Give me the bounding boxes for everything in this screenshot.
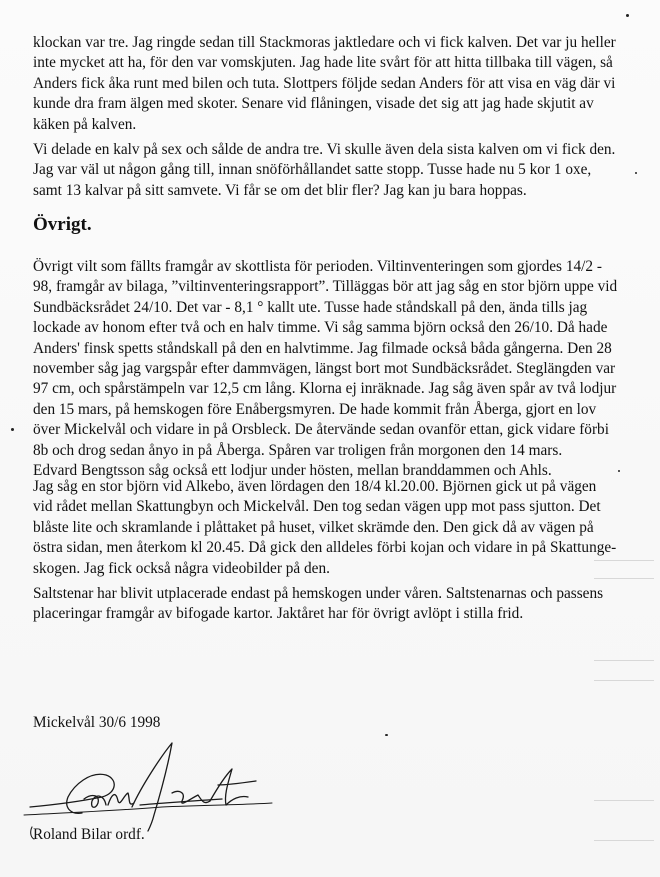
text-line: lockade av honom efter två och en halv timme. Vi såg samma björn också den 26/10. Då hade (33, 319, 608, 337)
text-line: Saltstenar har blivit utplacerade endast på hemskogen under våren. Saltstenarnas och passens (33, 585, 604, 602)
text-line: 8b och drog sedan ånyo in på Åberga. Spåren var troligen från morgonen den 14 mars. (33, 441, 563, 459)
section-heading: Övrigt. (33, 214, 92, 235)
scan-speck (626, 14, 629, 17)
text-line: Sundbäcksrådet 24/10. Det var - 8,1 ° kallt ute. Tusse hade ståndskall på den, ända tills jag (33, 298, 588, 316)
bleed-through-line (594, 840, 654, 841)
text-line: inte mycket att ha, för den var vomskjuten. Jag hade lite svårt för att hitta tillbaka till vägen, så (33, 54, 613, 72)
text-line: Anders fick åka runt med bilen och tuta. Slottpers följde sedan Anders för att visa en väg där vi (33, 74, 616, 92)
bleed-through-line (594, 800, 654, 801)
text-line: Övrigt vilt som fällts framgår av skottlista för perioden. Viltinventeringen som gjordes 14/2 - (33, 258, 602, 275)
bleed-through-line (594, 560, 654, 561)
text-line: vid rådet mellan Skattungbyn och Mickelvål. Den tog sedan vägen upp mot pass sjutton. Det (33, 498, 601, 516)
paragraph-calf-sharing (33, 140, 633, 201)
text-line: 98, framgår av bilaga, ”viltinventeringsrapport”. Tilläggas bör att jag såg en stor björn uppe vid (33, 278, 618, 296)
text-line: blåste lite och skramlande i plåttaket på huset, vilket skrämde den. Den gick då av vägen på (33, 518, 594, 536)
bleed-through-line (594, 578, 654, 579)
text-line: Vi delade en kalv på sex och sålde de andra tre. Vi skulle även dela sista kalven om vi fick den. (33, 141, 616, 158)
text-line: den 15 mars, på hemskogen före Enåbergsmyren. De hade kommit från Åberga, gjort en lov (33, 400, 597, 418)
text-line: Anders' finsk spetts ståndskall på den en halvtimme. Jag filmade också båda gångerna. Den 28 (33, 339, 612, 357)
scan-speck (11, 428, 14, 431)
text-line: över Mickelvål och vidare in på Orsbleck. De återvände sedan ovanför ettan, gick vidare förbi (33, 421, 609, 439)
paragraph-bear-sighting (33, 477, 633, 579)
text-line: skogen. Jag fick också några videobilder på den. (33, 559, 330, 577)
scan-speck (618, 470, 620, 472)
text-line: Edvard Bengtsson såg också ett lodjur under hösten, mellan branddammen och Ahls. (33, 462, 552, 480)
text-line: käken på kalven. (33, 115, 137, 133)
text-line: klockan var tre. Jag ringde sedan till Stackmoras jaktledare och vi fick kalven. Det var ju heller (33, 34, 616, 51)
text-line: november såg jag vargspår efter dammvägen, längst bort mot Sundbäcksrådet. Steglängden var (33, 360, 616, 378)
paragraph-salt-stones (33, 584, 633, 625)
text-line: östra sidan, men återkom kl 20.45. Då gick den alldeles förbi kojan och vidare in på Skattunge- (33, 539, 617, 557)
bleed-through-line (594, 660, 654, 661)
paragraph-calf-hunt (33, 33, 633, 135)
place-and-date: Mickelvål 30/6 1998 (33, 714, 161, 731)
scan-speck (635, 172, 637, 174)
scan-speck (385, 734, 388, 736)
paragraph-other-game (33, 257, 633, 481)
text-line: Jag såg en stor björn vid Alkebo, även lördagen den 18/4 kl.20.00. Björnen gick ut på vägen (33, 478, 597, 495)
signatory-name: Roland Bilar ordf. (33, 826, 145, 843)
text-line: Jag var väl ut någon gång till, innan snöförhållandet satte stopp. Tusse hade nu 5 kor 1 oxe, (33, 161, 592, 179)
text-line: samt 13 kalvar på sitt samvete. Vi får se om det blir fler? Jag kan ju bara hoppas. (33, 181, 527, 199)
text-line: placeringar framgår av bifogade kartor. Jaktåret har för övrigt avlöpt i stilla frid. (33, 605, 524, 623)
text-line: kunde dra fram älgen med skoter. Senare vid flåningen, visade det sig att jag hade skjutit av (33, 95, 594, 113)
text-line: 97 cm, och spårstämpeln var 12,5 cm lång. Klorna ej inräknade. Jag såg även spår av två lodjur (33, 380, 617, 398)
bleed-through-line (594, 680, 654, 681)
